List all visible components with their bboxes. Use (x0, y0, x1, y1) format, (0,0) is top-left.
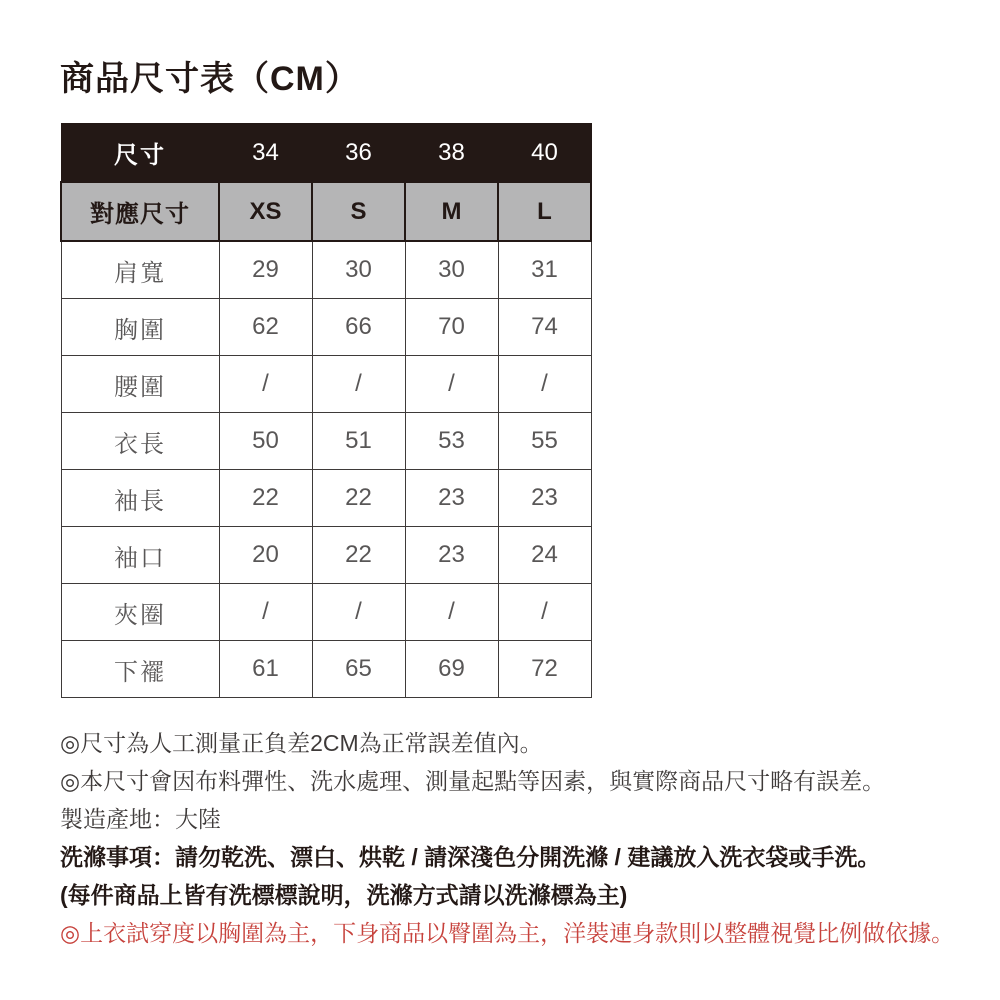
cell-value: 31 (498, 241, 591, 299)
size-header-label: 尺寸 (61, 124, 219, 183)
cell-value: 66 (312, 299, 405, 356)
row-label: 下襬 (61, 641, 219, 698)
corresponding-size-cell: L (498, 182, 591, 241)
size-header-cell: 36 (312, 124, 405, 183)
table-row-chest (61, 299, 591, 356)
table-row-shoulder (61, 241, 591, 299)
page-title: 商品尺寸表（CM） (60, 60, 360, 98)
row-label: 腰圍 (61, 356, 219, 413)
cell-value: 55 (498, 413, 591, 470)
cell-value: / (405, 356, 498, 413)
row-label: 袖長 (61, 470, 219, 527)
cell-value: 70 (405, 299, 498, 356)
note-fit-guideline: ◎上衣試穿度以胸圍為主，下身商品以臀圍為主，洋裝連身款則以整體視覺比例做依據。 (60, 920, 955, 946)
cell-value: / (219, 584, 312, 641)
cell-value: 50 (219, 413, 312, 470)
cell-value: 22 (219, 470, 312, 527)
cell-value: 23 (498, 470, 591, 527)
corresponding-size-cell: M (405, 182, 498, 241)
table-row-waist (61, 356, 591, 413)
cell-value: 24 (498, 527, 591, 584)
row-label: 夾圈 (61, 584, 219, 641)
cell-value: 29 (219, 241, 312, 299)
corresponding-size-row (61, 182, 591, 241)
row-label: 胸圍 (61, 299, 219, 356)
cell-value: / (312, 356, 405, 413)
cell-value: 22 (312, 527, 405, 584)
cell-value: / (219, 356, 312, 413)
size-header-cell: 38 (405, 124, 498, 183)
row-label: 袖口 (61, 527, 219, 584)
size-header-cell: 40 (498, 124, 591, 183)
size-table (60, 123, 592, 698)
cell-value: / (498, 356, 591, 413)
size-header-row (61, 124, 591, 183)
cell-value: / (312, 584, 405, 641)
note-washing-instructions: 洗滌事項：請勿乾洗、漂白、烘乾 / 請深淺色分開洗滌 / 建議放入洗衣袋或手洗。 (60, 844, 881, 870)
table-row-length (61, 413, 591, 470)
cell-value: 61 (219, 641, 312, 698)
row-label: 肩寬 (61, 241, 219, 299)
table-row-sleeve-length (61, 470, 591, 527)
cell-value: 51 (312, 413, 405, 470)
cell-value: 72 (498, 641, 591, 698)
note-origin: 製造產地：大陸 (60, 806, 221, 832)
size-header-cell: 34 (219, 124, 312, 183)
cell-value: 30 (312, 241, 405, 299)
corresponding-size-cell: XS (219, 182, 312, 241)
note-care-label: (每件商品上皆有洗標標說明，洗滌方式請以洗滌標為主) (60, 882, 628, 908)
cell-value: 22 (312, 470, 405, 527)
cell-value: 23 (405, 470, 498, 527)
cell-value: 23 (405, 527, 498, 584)
notes-section (60, 724, 960, 952)
cell-value: / (405, 584, 498, 641)
cell-value: 53 (405, 413, 498, 470)
cell-value: 30 (405, 241, 498, 299)
table-row-hem (61, 641, 591, 698)
note-size-variation: ◎本尺寸會因布料彈性、洗水處理、測量起點等因素，與實際商品尺寸略有誤差。 (60, 768, 886, 794)
cell-value: 74 (498, 299, 591, 356)
table-row-armhole (61, 584, 591, 641)
cell-value: 65 (312, 641, 405, 698)
cell-value: / (498, 584, 591, 641)
note-measurement-tolerance: ◎尺寸為人工測量正負差2CM為正常誤差值內。 (60, 730, 543, 756)
corresponding-size-label: 對應尺寸 (61, 182, 219, 241)
row-label: 衣長 (61, 413, 219, 470)
table-row-cuff (61, 527, 591, 584)
corresponding-size-cell: S (312, 182, 405, 241)
cell-value: 69 (405, 641, 498, 698)
cell-value: 62 (219, 299, 312, 356)
cell-value: 20 (219, 527, 312, 584)
